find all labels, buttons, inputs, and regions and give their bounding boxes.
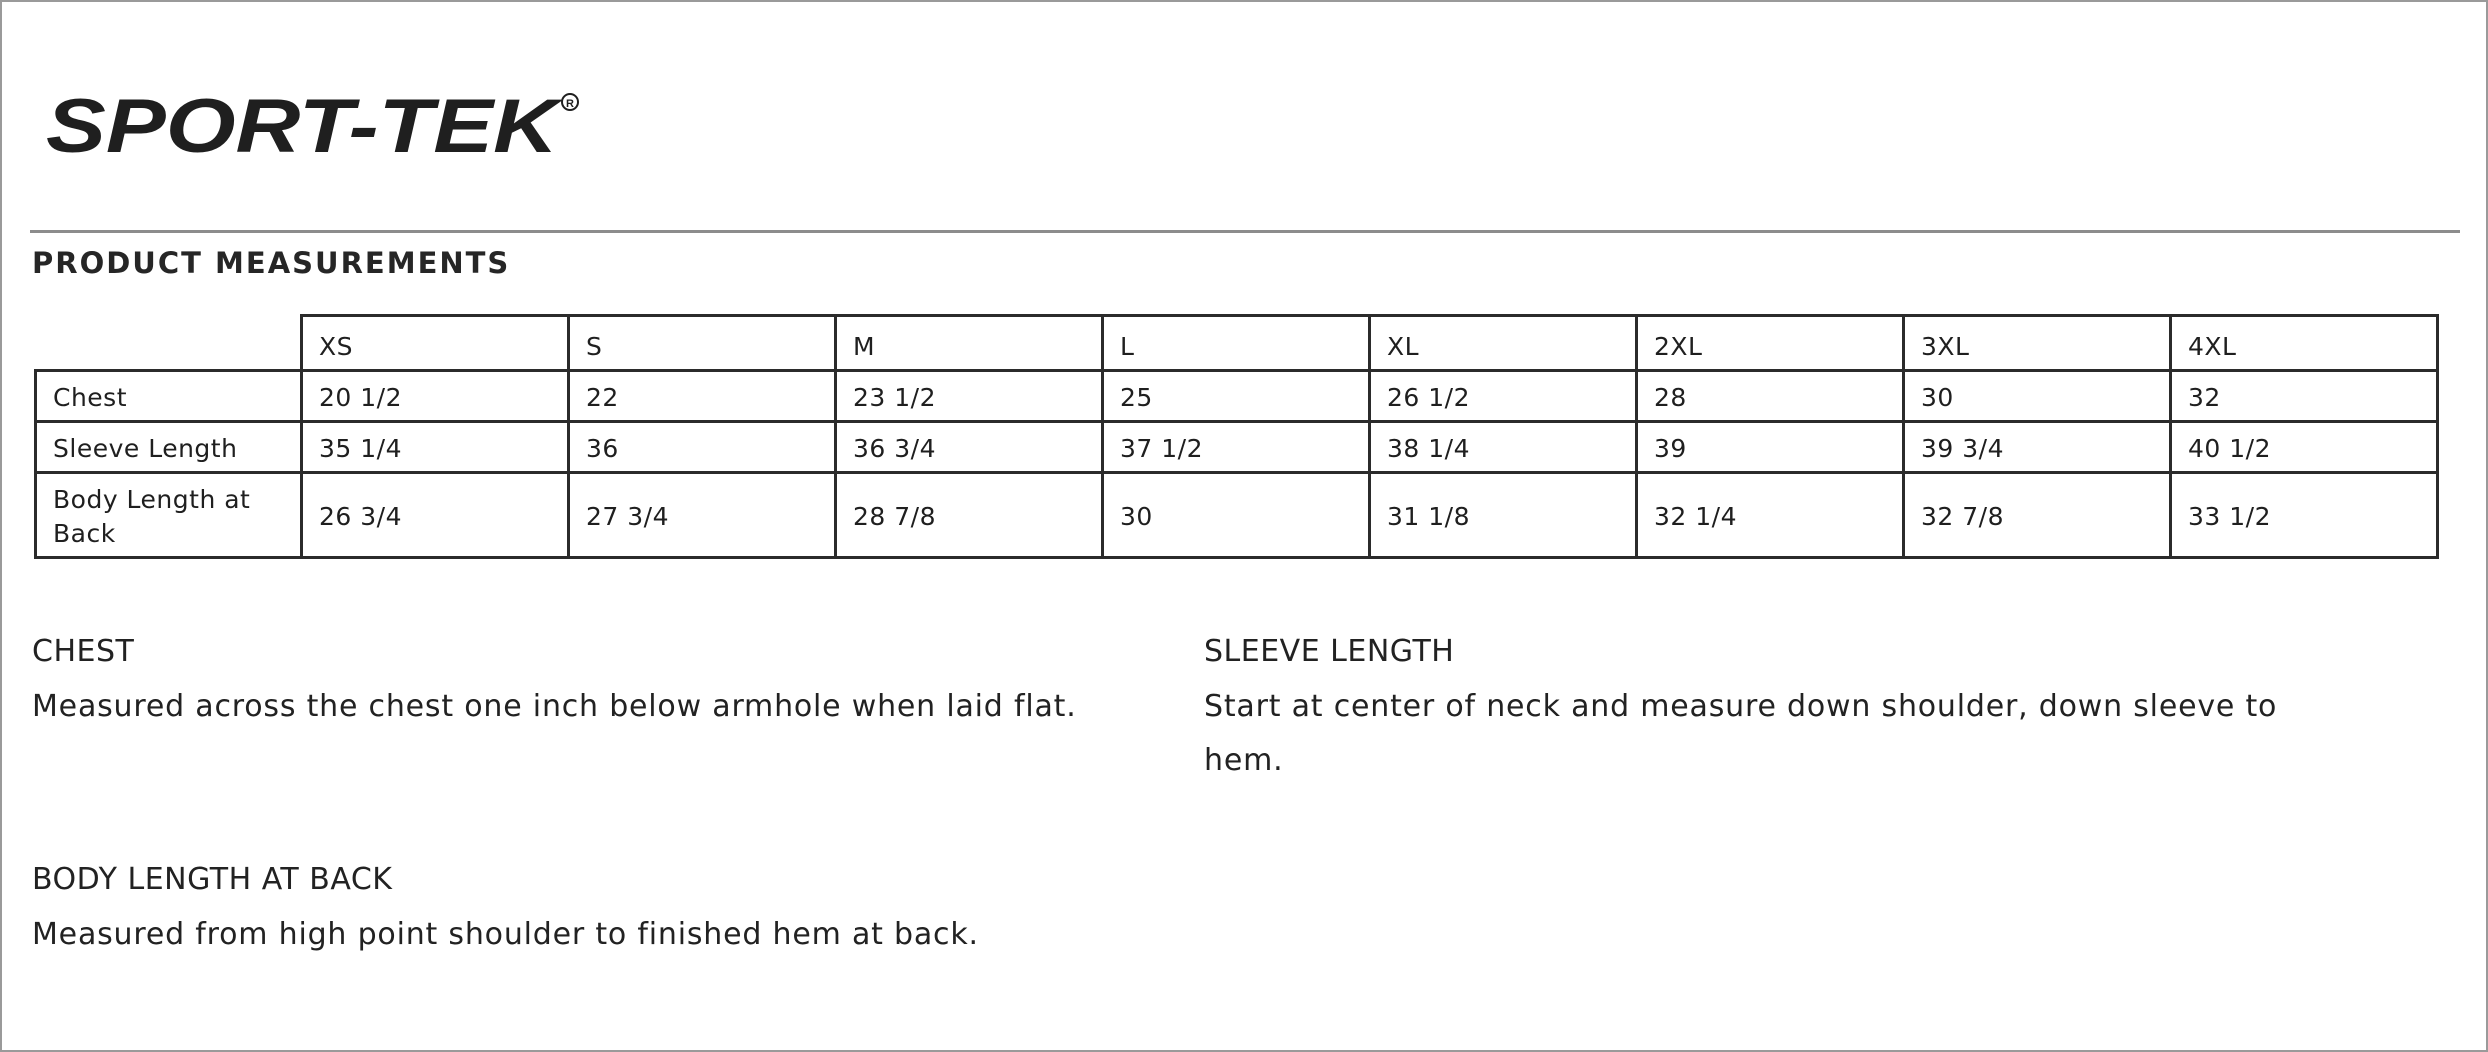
measurements-table	[34, 314, 2439, 559]
table-cell: 23 1/2	[836, 371, 1103, 422]
table-cell: 32 1/4	[1637, 473, 1904, 558]
table-cell: 22	[569, 371, 836, 422]
row-label-body-length: Body Length at Back	[36, 473, 302, 558]
table-cell: 39	[1637, 422, 1904, 473]
table-cell: 32	[2171, 371, 2438, 422]
row-label-sleeve-length: Sleeve Length	[36, 422, 302, 473]
table-cell: 35 1/4	[302, 422, 569, 473]
registered-mark-glyph: R	[566, 98, 574, 110]
size-header-4xl: 4XL	[2171, 316, 2438, 371]
table-cell: 27 3/4	[569, 473, 836, 558]
sport-tek-logo	[42, 86, 582, 166]
table-cell: 40 1/2	[2171, 422, 2438, 473]
size-header-row	[36, 316, 2438, 371]
logo-text: SPORT-TEK	[46, 86, 565, 166]
size-header-xl: XL	[1370, 316, 1637, 371]
table-row-sleeve-length	[36, 422, 2438, 473]
size-header-s: S	[569, 316, 836, 371]
sleeve-length-description: Start at center of neck and measure down shoulder, down sleeve to hem.	[1204, 689, 2278, 778]
header-divider	[30, 230, 2460, 233]
measurements-table-container	[34, 314, 2439, 559]
row-label-chest: Chest	[36, 371, 302, 422]
table-cell: 33 1/2	[2171, 473, 2438, 558]
size-header-3xl: 3XL	[1904, 316, 2171, 371]
table-cell: 31 1/8	[1370, 473, 1637, 558]
chest-description: Measured across the chest one inch below armhole when laid flat.	[32, 689, 1077, 724]
corner-cell	[36, 316, 302, 371]
table-cell: 28	[1637, 371, 1904, 422]
table-cell: 30	[1103, 473, 1370, 558]
table-cell: 36 3/4	[836, 422, 1103, 473]
size-header-l: L	[1103, 316, 1370, 371]
size-header-2xl: 2XL	[1637, 316, 1904, 371]
chest-heading: CHEST	[32, 634, 135, 669]
table-cell: 26 3/4	[302, 473, 569, 558]
table-cell: 25	[1103, 371, 1370, 422]
table-cell: 32 7/8	[1904, 473, 2171, 558]
table-cell: 36	[569, 422, 836, 473]
table-cell: 30	[1904, 371, 2171, 422]
table-row-body-length	[36, 473, 2438, 558]
table-cell: 39 3/4	[1904, 422, 2171, 473]
sleeve-length-heading: SLEEVE LENGTH	[1204, 634, 1455, 669]
table-cell: 38 1/4	[1370, 422, 1637, 473]
body-length-description: Measured from high point shoulder to finished hem at back.	[32, 917, 979, 952]
logo-wordmark	[42, 86, 582, 166]
section-title: PRODUCT MEASUREMENTS	[32, 246, 511, 280]
table-cell: 28 7/8	[836, 473, 1103, 558]
table-cell: 20 1/2	[302, 371, 569, 422]
size-header-xs: XS	[302, 316, 569, 371]
table-cell: 26 1/2	[1370, 371, 1637, 422]
size-header-m: M	[836, 316, 1103, 371]
body-length-heading: BODY LENGTH AT BACK	[32, 862, 393, 897]
table-row-chest	[36, 371, 2438, 422]
table-cell: 37 1/2	[1103, 422, 1370, 473]
